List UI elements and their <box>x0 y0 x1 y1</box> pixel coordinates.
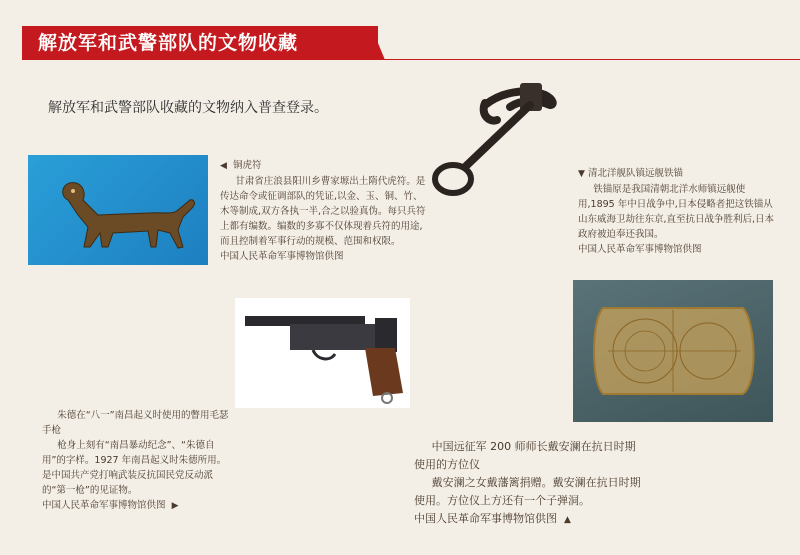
tiger-caption <box>220 158 432 264</box>
pistol-caption <box>42 408 232 514</box>
anchor-photo <box>425 75 580 205</box>
up-arrow-icon: ▲ <box>564 515 571 525</box>
anchor-credit: 中国人民革命军事博物馆供图 <box>578 244 702 255</box>
right-arrow-icon: ▶ <box>171 501 179 511</box>
direction-finder-title: 中国远征军 200 师师长戴安澜在抗日时期使用的方位仪 <box>414 440 636 471</box>
pistol-photo <box>235 298 410 408</box>
section-header <box>22 26 378 60</box>
direction-finder-photo <box>573 280 773 422</box>
pistol-title: 朱德在“八一”南昌起义时使用的瞥用毛瑟手枪 <box>42 410 229 436</box>
down-arrow-icon: ▼ <box>578 169 585 179</box>
tiger-credit: 中国人民革命军事博物馆供图 <box>220 251 344 262</box>
direction-finder-body: 戴安澜之女戴藩篱捐赠。戴安澜在抗日时期使用。方位仪上方还有一个子弹洞。 <box>414 476 641 507</box>
header-divider <box>22 59 800 60</box>
anchor-body: 铁锚原是我国清朝北洋水师镇远舰使用,1895 年中日战争中,日本侵略者把这铁锚从山东威海卫劫往东京,直至抗日战争胜利后,日本政府被迫奉还我国。 <box>578 184 775 240</box>
intro-text: 解放军和武警部队收藏的文物纳入普查登录。 <box>48 100 328 116</box>
section-title: 解放军和武警部队的文物收藏 <box>38 32 299 54</box>
tiger-tally-photo <box>28 155 208 265</box>
tiger-body: 甘肃省庄浪县阳川乡曹家塬出土隋代虎符。是传达命令或征调部队的凭证,以金、玉、铜、竹、木等制成,双方各执一半,合之以验真伪。每只兵符上都有编数。编数的多寡不仅体现着兵符的用途,而且控制着军事行动的规模、范围和权限。 <box>220 176 426 247</box>
pistol-body: 枪身上刻有“南昌暴动纪念”、“朱德自用”的字样。1927 年南昌起义时朱德所用。是中国共产党打响武装反抗国民党反动派的“第一枪”的见证物。 <box>42 440 227 496</box>
direction-finder-credit: 中国人民革命军事博物馆供图 <box>414 512 557 525</box>
left-arrow-icon: ◀ <box>220 161 227 171</box>
anchor-caption <box>578 166 778 257</box>
tiger-title: 铜虎符 <box>232 160 262 171</box>
direction-finder-caption <box>414 438 644 529</box>
anchor-title: 清北洋舰队镇远舰铁锚 <box>587 168 683 179</box>
pistol-credit: 中国人民革命军事博物馆供图 <box>42 500 166 511</box>
